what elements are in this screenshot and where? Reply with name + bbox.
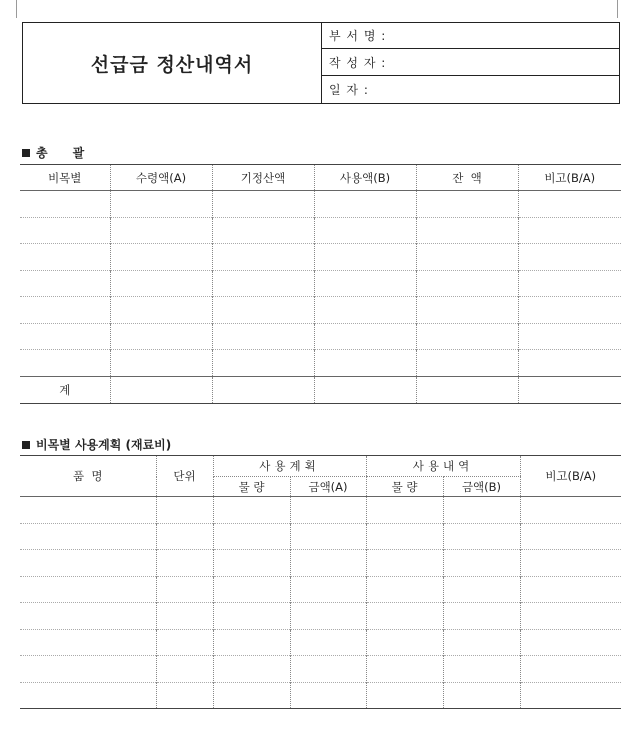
table-cell[interactable]: [518, 191, 621, 218]
table-cell[interactable]: [416, 244, 518, 271]
table-cell[interactable]: [518, 297, 621, 324]
table-cell[interactable]: [212, 270, 314, 297]
table-cell[interactable]: [20, 497, 156, 524]
col-group-plan: 사용계획: [213, 456, 366, 477]
table-cell[interactable]: [213, 603, 290, 630]
table-cell[interactable]: [290, 523, 366, 550]
table-cell[interactable]: [212, 244, 314, 271]
table-cell[interactable]: [290, 497, 366, 524]
summary-header-row: [20, 165, 621, 191]
table-row: [20, 656, 621, 683]
document-title: 선급금 정산내역서: [23, 23, 322, 103]
plan-section-label: 비목별 사용계획 (재료비): [36, 438, 172, 452]
document-header: [22, 22, 620, 104]
table-cell[interactable]: [212, 376, 314, 403]
table-cell[interactable]: [366, 576, 443, 603]
plan-table: [20, 455, 621, 709]
col-header-actual-amount: 금액(B): [443, 477, 520, 497]
table-cell[interactable]: [416, 270, 518, 297]
department-field[interactable]: 부 서 명 :: [322, 23, 619, 49]
table-cell[interactable]: [156, 629, 213, 656]
table-cell[interactable]: [314, 217, 416, 244]
table-row: [20, 191, 621, 218]
table-cell[interactable]: [518, 270, 621, 297]
table-row: [20, 217, 621, 244]
table-cell[interactable]: [518, 376, 621, 403]
table-cell[interactable]: [156, 497, 213, 524]
table-cell[interactable]: [366, 603, 443, 630]
table-cell[interactable]: [443, 603, 520, 630]
table-cell[interactable]: [20, 217, 110, 244]
table-row: [20, 497, 621, 524]
table-cell[interactable]: [20, 297, 110, 324]
total-label: 계: [20, 376, 110, 403]
page-corner-mark-right: [617, 0, 618, 18]
table-cell[interactable]: [518, 244, 621, 271]
table-cell[interactable]: [520, 682, 621, 709]
table-row: [20, 629, 621, 656]
col-header-plan-amount: 금액(A): [290, 477, 366, 497]
table-cell[interactable]: [366, 523, 443, 550]
table-cell[interactable]: [520, 550, 621, 577]
col-header-note: 비고(B/A): [520, 456, 621, 497]
table-cell[interactable]: [416, 191, 518, 218]
table-cell[interactable]: [110, 297, 212, 324]
table-cell[interactable]: [213, 576, 290, 603]
table-cell[interactable]: [212, 217, 314, 244]
plan-section-title: [22, 436, 171, 453]
col-header-unit: 단위: [156, 456, 213, 497]
table-row: [20, 270, 621, 297]
table-cell[interactable]: [213, 550, 290, 577]
table-cell[interactable]: [518, 323, 621, 350]
table-cell[interactable]: [416, 323, 518, 350]
table-cell[interactable]: [212, 191, 314, 218]
table-row: [20, 550, 621, 577]
table-cell[interactable]: [290, 656, 366, 683]
bullet-square-icon: [22, 441, 30, 449]
table-cell[interactable]: [314, 244, 416, 271]
plan-header-row-1: [20, 456, 621, 477]
table-cell[interactable]: [110, 350, 212, 377]
table-cell[interactable]: [443, 682, 520, 709]
table-cell[interactable]: [314, 376, 416, 403]
col-header-settled: 기정산액: [212, 165, 314, 191]
table-cell[interactable]: [110, 217, 212, 244]
table-cell[interactable]: [443, 576, 520, 603]
table-cell[interactable]: [156, 656, 213, 683]
table-cell[interactable]: [314, 323, 416, 350]
table-cell[interactable]: [213, 656, 290, 683]
table-cell[interactable]: [366, 656, 443, 683]
bullet-square-icon: [22, 149, 30, 157]
table-cell[interactable]: [290, 550, 366, 577]
summary-total-row: [20, 376, 621, 403]
table-cell[interactable]: [290, 682, 366, 709]
table-row: [20, 523, 621, 550]
col-header-item: 품 명: [20, 456, 156, 497]
col-header-actual-qty: 물 량: [366, 477, 443, 497]
table-cell[interactable]: [110, 270, 212, 297]
table-cell[interactable]: [416, 376, 518, 403]
table-cell[interactable]: [520, 497, 621, 524]
table-cell[interactable]: [366, 629, 443, 656]
table-cell[interactable]: [443, 629, 520, 656]
table-cell[interactable]: [156, 523, 213, 550]
table-cell[interactable]: [520, 603, 621, 630]
col-header-balance: 잔 액: [416, 165, 518, 191]
table-row: [20, 323, 621, 350]
table-cell[interactable]: [314, 191, 416, 218]
col-header-received: 수령액(A): [110, 165, 212, 191]
table-cell[interactable]: [443, 550, 520, 577]
table-cell[interactable]: [110, 323, 212, 350]
table-cell[interactable]: [443, 656, 520, 683]
table-cell[interactable]: [520, 656, 621, 683]
col-header-used: 사용액(B): [314, 165, 416, 191]
col-header-category: 비목별: [20, 165, 110, 191]
table-cell[interactable]: [290, 603, 366, 630]
table-row: [20, 244, 621, 271]
table-cell[interactable]: [110, 191, 212, 218]
page-corner-mark-left: [16, 0, 17, 18]
summary-section-label: 총 괄: [36, 146, 85, 160]
date-field[interactable]: 일 자 :: [329, 83, 369, 97]
table-cell[interactable]: [212, 350, 314, 377]
table-cell[interactable]: [443, 497, 520, 524]
table-cell[interactable]: [20, 191, 110, 218]
table-row: [20, 682, 621, 709]
table-cell[interactable]: [314, 350, 416, 377]
col-header-plan-qty: 물 량: [213, 477, 290, 497]
table-cell[interactable]: [20, 270, 110, 297]
table-cell[interactable]: [416, 297, 518, 324]
table-cell[interactable]: [20, 656, 156, 683]
table-cell[interactable]: [290, 629, 366, 656]
table-cell[interactable]: [213, 523, 290, 550]
table-cell[interactable]: [290, 576, 366, 603]
table-cell[interactable]: [156, 550, 213, 577]
table-row: [20, 350, 621, 377]
table-cell[interactable]: [20, 682, 156, 709]
table-row: [20, 576, 621, 603]
table-cell[interactable]: [213, 682, 290, 709]
table-cell[interactable]: [366, 550, 443, 577]
table-cell[interactable]: [20, 603, 156, 630]
table-row: [20, 297, 621, 324]
table-cell[interactable]: [416, 217, 518, 244]
table-cell[interactable]: [520, 576, 621, 603]
summary-table: [20, 164, 621, 404]
table-cell[interactable]: [416, 350, 518, 377]
col-group-actual: 사용내역: [366, 456, 520, 477]
table-cell[interactable]: [366, 682, 443, 709]
table-cell[interactable]: [314, 270, 416, 297]
table-cell[interactable]: [20, 350, 110, 377]
table-cell[interactable]: [20, 629, 156, 656]
summary-section-title: [22, 144, 84, 161]
table-cell[interactable]: [518, 217, 621, 244]
table-cell[interactable]: [110, 244, 212, 271]
table-cell[interactable]: [20, 323, 110, 350]
table-cell[interactable]: [520, 629, 621, 656]
col-header-note: 비고(B/A): [518, 165, 621, 191]
table-cell[interactable]: [212, 323, 314, 350]
table-cell[interactable]: [520, 523, 621, 550]
table-cell[interactable]: [156, 576, 213, 603]
author-field[interactable]: 작 성 자 :: [322, 50, 619, 76]
table-row: [20, 603, 621, 630]
table-cell[interactable]: [213, 629, 290, 656]
table-cell[interactable]: [314, 297, 416, 324]
table-cell[interactable]: [20, 576, 156, 603]
table-cell[interactable]: [212, 297, 314, 324]
table-cell[interactable]: [443, 523, 520, 550]
table-cell[interactable]: [156, 682, 213, 709]
table-cell[interactable]: [213, 497, 290, 524]
table-cell[interactable]: [156, 603, 213, 630]
table-cell[interactable]: [366, 497, 443, 524]
table-cell[interactable]: [20, 523, 156, 550]
table-cell[interactable]: [110, 376, 212, 403]
table-cell[interactable]: [518, 350, 621, 377]
table-cell[interactable]: [20, 550, 156, 577]
table-cell[interactable]: [20, 244, 110, 271]
